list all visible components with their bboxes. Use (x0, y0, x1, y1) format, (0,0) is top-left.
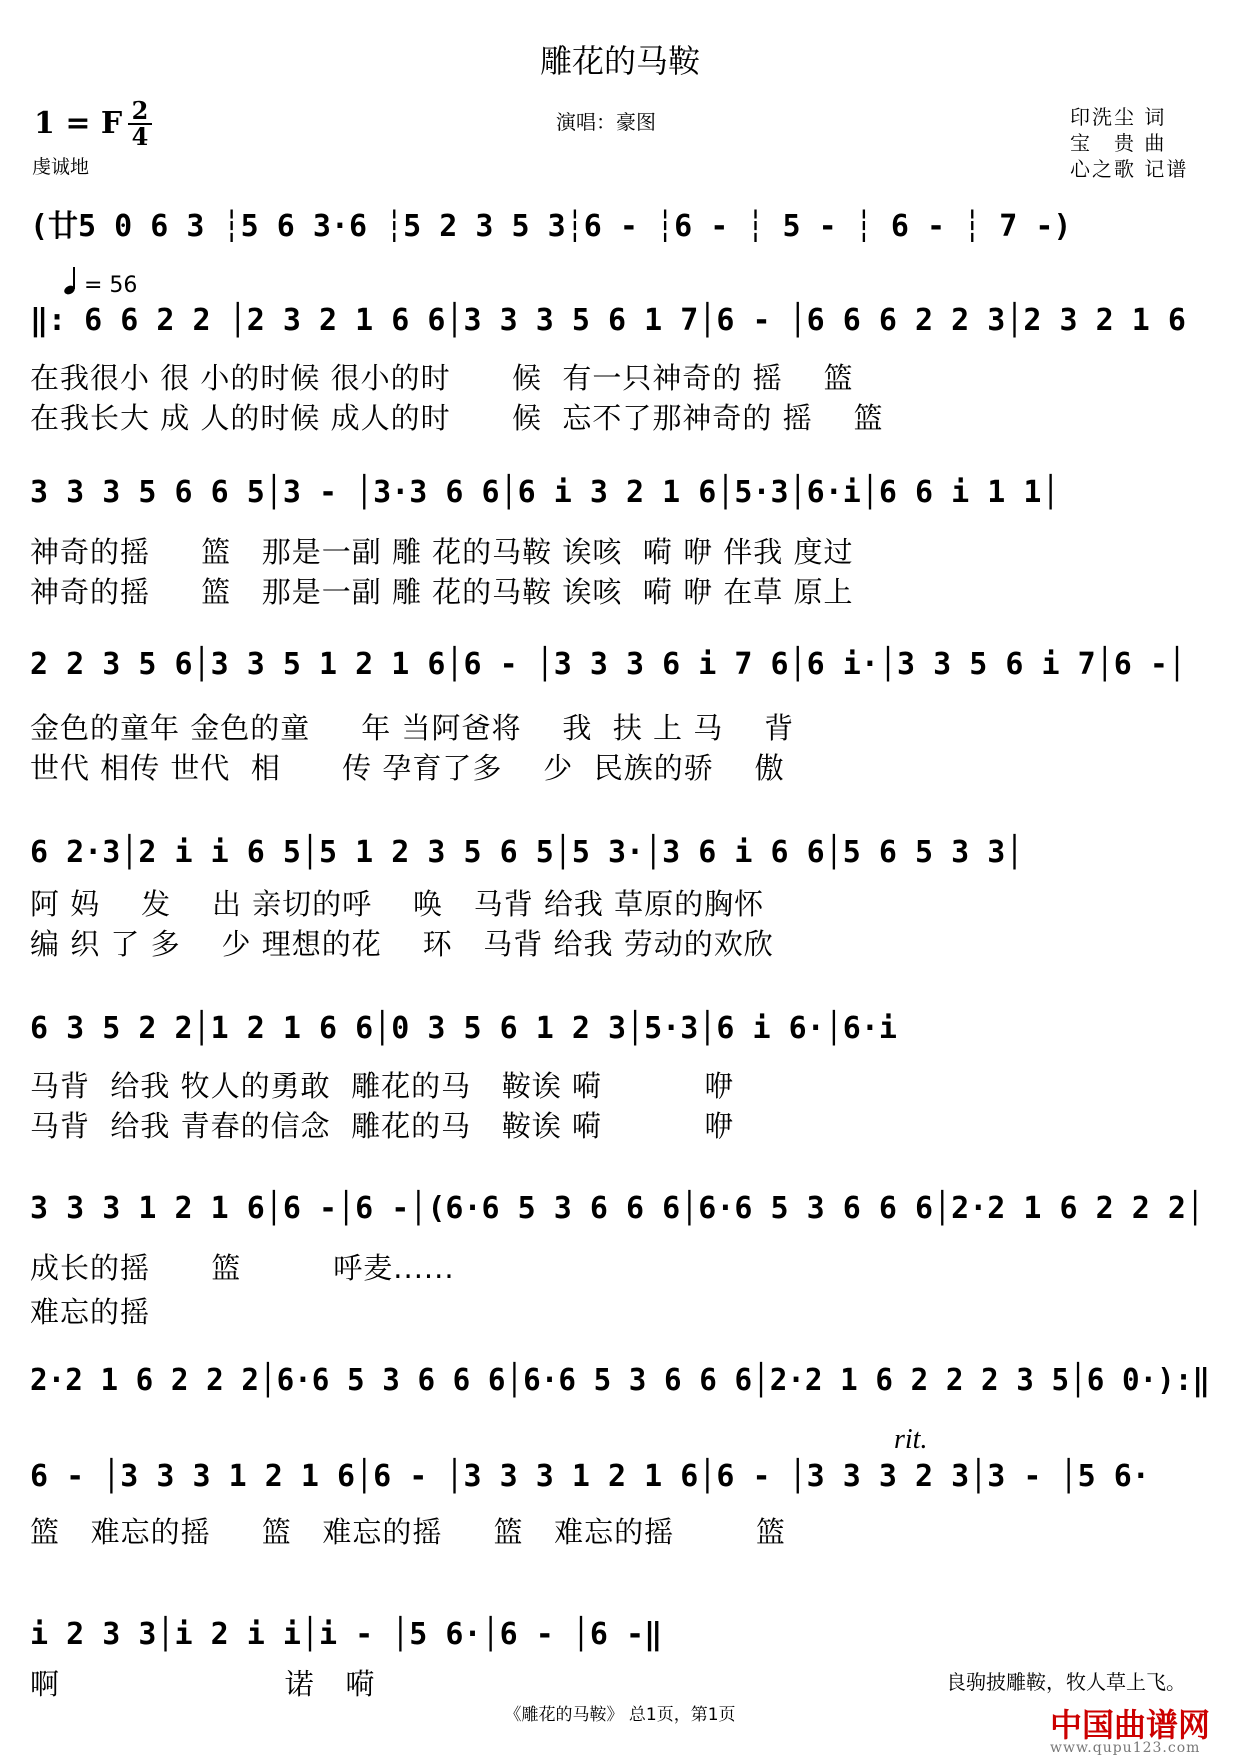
end-note: 良驹披雕鞍，牧人草上飞。 (946, 1670, 1186, 1694)
watermark-logo (1050, 1700, 1210, 1756)
score-row-8 (0, 1436, 1240, 1496)
watermark-url: www.qupu123.com (1050, 1740, 1201, 1756)
notation-line: 2 2 3 5 6│3 3 5 1 2 1 6│6 - │3 3 3 6 i 7 6│6 i·│3 3 5 6 i 7│6 -│ (30, 647, 1186, 682)
time-sig-bottom: 4 (131, 122, 149, 151)
score-row-3 (0, 624, 1240, 684)
lyric-verse-2: 世代 相传 世代 相 传 孕育了多 少 民族的骄 傲 (30, 751, 785, 785)
time-signature (128, 96, 152, 151)
score-row-7 (0, 1340, 1240, 1400)
lyricist-credit: 印洗尘 词 (1070, 105, 1167, 129)
lyric-verse-1: 在我很小 很 小的时候 很小的时 候 有一只神奇的 摇 篮 (30, 361, 854, 395)
notation-line: 2·2 1 6 2 2 2│6·6 5 3 6 6 6│6·6 5 3 6 6 6│2·2 1 6 2 2 2 3 5│6 0·):‖ (30, 1363, 1240, 1398)
page-title: 雕花的马鞍 (539, 42, 700, 80)
lyric-verse-2: 马背 给我 青春的信念 雕花的马 鞍诶 嗬 咿 (30, 1109, 735, 1143)
notation-line: 6 3 5 2 2│1 2 1 6 6│0 3 5 6 1 2 3│5·3│6 i 6·│6·i (30, 1011, 897, 1046)
key-signature: 1 = F (34, 106, 123, 141)
time-sig-top: 2 (131, 96, 149, 125)
lyric-verse-1: 金色的童年 金色的童 年 当阿爸将 我 扶 上 马 背 (30, 711, 795, 745)
transcriber-credit: 心之歌 记谱 (1070, 157, 1189, 181)
ritardando-mark: rit. (894, 1424, 928, 1455)
lyric-verse-2: 在我长大 成 人的时候 成人的时 候 忘不了那神奇的 摇 篮 (30, 401, 884, 435)
lyric-verse-2: 编 织 了 多 少 理想的花 环 马背 给我 劳动的欢欣 (30, 927, 774, 961)
score-row-5 (0, 988, 1240, 1048)
notation-line: i 2 3 3│i 2 i i│i - │5 6·│6 - │6 -‖ (30, 1617, 663, 1652)
score-row-4 (0, 812, 1240, 872)
notation-line: 6 2·3│2 i i 6 5│5 1 2 3 5 6 5│5 3·│3 6 i 6 6│5 6 5 3 3│ (30, 835, 1024, 870)
score-row-intro (0, 196, 1240, 256)
lyric-verse-1: 神奇的摇 篮 那是一副 雕 花的马鞍 诶咳 嗬 咿 伴我 度过 (30, 535, 854, 569)
score-row-9 (0, 1594, 1240, 1654)
notation-line: (廿5 0 6 3 ┆5 6 3·6 ┆5 2 3 5 3┆6 - ┆6 - ┆ 5 - ┆ 6 - ┆ 7 -) (30, 209, 1072, 244)
lyric-verse-1: 阿 妈 发 出 亲切的呼 唤 马背 给我 草原的胸怀 (30, 887, 765, 921)
score-row-2 (0, 452, 1240, 512)
notation-line: 6 - │3 3 3 1 2 1 6│6 - │3 3 3 1 2 1 6│6 - │3 3 3 2 3│3 - │5 6· (30, 1459, 1150, 1494)
notation-line: ‖: 6 6 2 2 │2 3 2 1 6 6│3 3 3 5 6 1 7│6 - │6 6 6 2 2 3│2 3 2 1 6 (30, 303, 1186, 338)
lyric-verse-2: 难忘的摇 (30, 1295, 151, 1329)
lyric-verse-1: 马背 给我 牧人的勇敢 雕花的马 鞍诶 嗬 咿 (30, 1069, 735, 1103)
tempo-value: = 56 (84, 273, 138, 298)
composer-credit: 宝 贵 曲 (1070, 131, 1167, 155)
score-row-6 (0, 1168, 1240, 1228)
watermark-text: 中国曲谱网 (1050, 1706, 1211, 1744)
notation-line: 3 3 3 1 2 1 6│6 -│6 -│(6·6 5 3 6 6 6│6·6 5 3 6 6 6│2·2 1 6 2 2 2│ (30, 1191, 1204, 1226)
lyric-verse-2: 神奇的摇 篮 那是一副 雕 花的马鞍 诶咳 嗬 咿 在草 原上 (30, 575, 854, 609)
lyric-verse-1: 篮 难忘的摇 篮 难忘的摇 篮 难忘的摇 篮 (30, 1515, 786, 1549)
notation-line: 3 3 3 5 6 6 5│3 - │3·3 6 6│6 i 3 2 1 6│5·3│6·i│6 6 i 1 1│ (30, 475, 1060, 510)
expression-mark: 虔诚地 (32, 156, 90, 178)
page-footer: 《雕花的马鞍》 总1页，第1页 (504, 1705, 736, 1725)
score-row-1 (0, 270, 1240, 338)
lyric-verse-1: 成长的摇 篮 呼麦...... (30, 1251, 455, 1285)
author-credits (1070, 104, 1188, 182)
singer-credit: 演唱：豪图 (556, 110, 656, 134)
lyric-verse-1: 啊 诺 嗬 (30, 1667, 376, 1701)
